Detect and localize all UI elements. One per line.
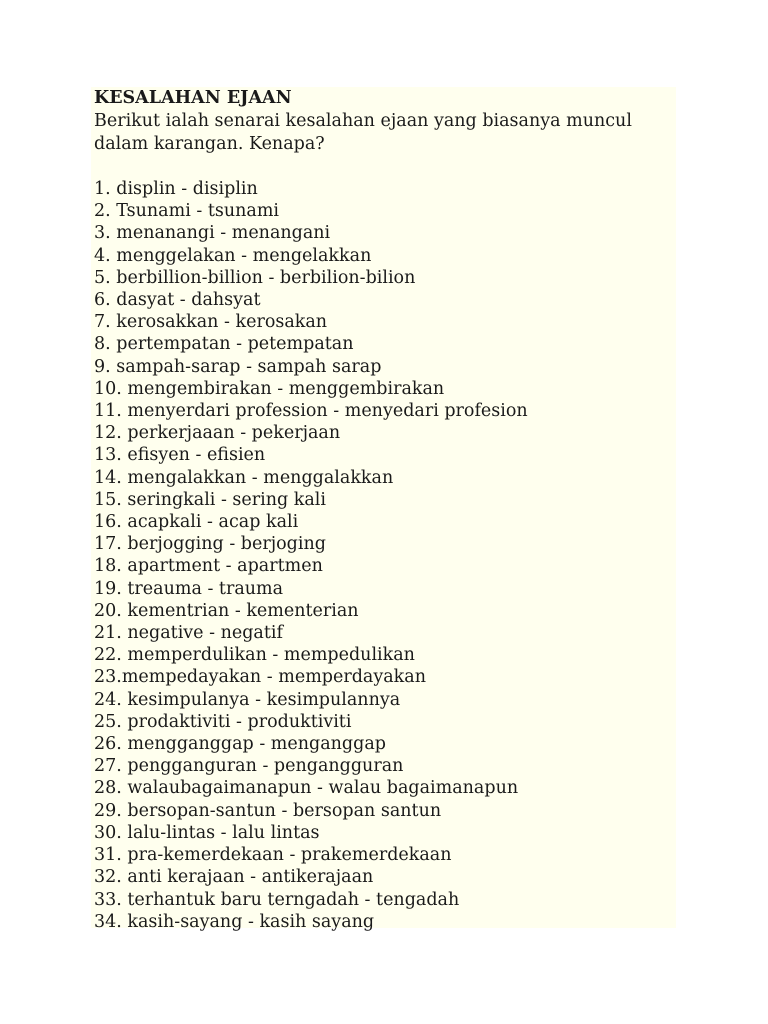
list-item: 31. pra-kemerdekaan - prakemerdekaan (94, 845, 452, 866)
list-item: 23.mempedayakan - memperdayakan (94, 667, 426, 688)
list-item: 26. mengganggap - menganggap (94, 734, 386, 755)
list-item: 4. menggelakan - mengelakkan (94, 245, 372, 266)
list-item: 15. seringkali - sering kali (94, 489, 327, 510)
document-title: KESALAHAN EJAAN (94, 88, 292, 108)
intro-line-2: dalam karangan. Kenapa? (94, 134, 325, 154)
list-item: 3. menanangi - menangani (94, 223, 331, 244)
list-item: 14. mengalakkan - menggalakkan (94, 467, 394, 488)
spelling-mistake-list (94, 178, 676, 933)
list-item: 27. pengganguran - pengangguran (94, 756, 404, 777)
list-item: 32. anti kerajaan - antikerajaan (94, 867, 374, 888)
list-item: 24. kesimpulanya - kesimpulannya (94, 689, 401, 710)
blank-line (94, 156, 676, 178)
list-item: 5. berbillion-billion - berbilion-bilion (94, 267, 416, 288)
list-item: 21. negative - negatif (94, 623, 283, 644)
list-item: 28. walaubagaimanapun - walau bagaimanapun (94, 778, 519, 799)
list-item: 1. displin - disiplin (94, 179, 258, 199)
list-item: 20. kementrian - kementerian (94, 600, 359, 621)
list-item: 8. pertempatan - petempatan (94, 334, 354, 355)
list-item: 18. apartment - apartmen (94, 556, 323, 577)
list-item: 17. berjogging - berjoging (94, 534, 326, 555)
list-item: 30. lalu-lintas - lalu lintas (94, 822, 320, 843)
list-item: 13. efisyen - efisien (94, 445, 266, 466)
list-item: 10. mengembirakan - menggembirakan (94, 378, 445, 399)
list-item: 9. sampah-sarap - sampah sarap (94, 356, 382, 377)
list-item: 33. terhantuk baru terngadah - tengadah (94, 889, 460, 910)
document-block (91, 87, 676, 932)
list-item: 29. bersopan-santun - bersopan santun (94, 800, 442, 821)
list-item: 12. perkerjaaan - pekerjaan (94, 423, 341, 444)
list-item: 19. treauma - trauma (94, 578, 284, 599)
list-item: 34. kasih-sayang - kasih sayang (94, 911, 375, 932)
intro-line-1: Berikut ialah senarai kesalahan ejaan yang biasanya muncul (94, 111, 632, 131)
list-item: 2. Tsunami - tsunami (94, 201, 280, 222)
list-item: 16. acapkali - acap kali (94, 512, 299, 533)
list-item: 25. prodaktiviti - produktiviti (94, 711, 352, 732)
list-item: 22. memperdulikan - mempedulikan (94, 645, 415, 666)
list-item: 7. kerosakkan - kerosakan (94, 312, 328, 333)
list-item: 6. dasyat - dahsyat (94, 290, 261, 311)
list-item: 11. menyerdari profession - menyedari profesion (94, 401, 528, 422)
